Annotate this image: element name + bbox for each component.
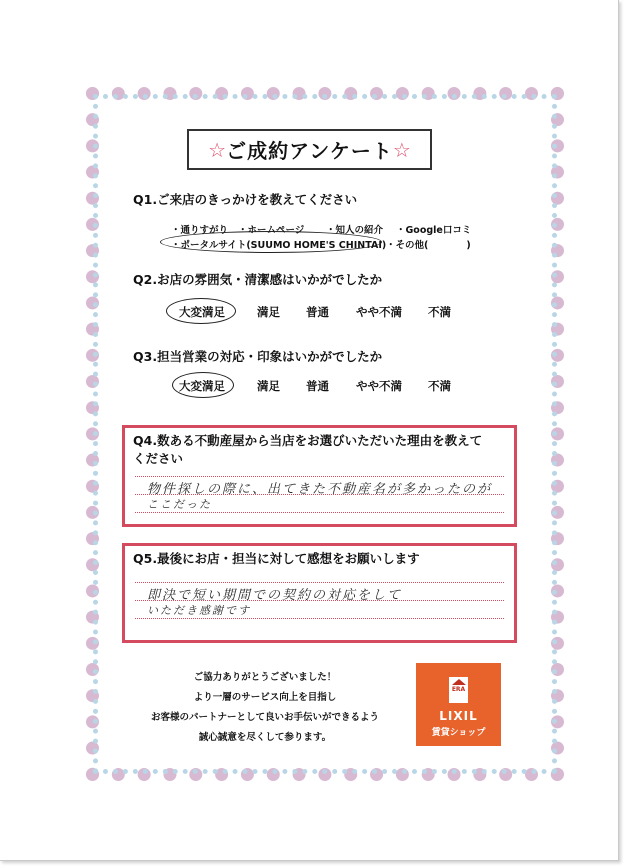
q3-question: Q3.担当営業の対応・印象はいかがでしたか — [133, 349, 383, 364]
thanks-line-1: ご協力ありがとうございました！ — [193, 672, 337, 683]
q1-option-homepage[interactable]: ・ホームページ — [238, 225, 305, 236]
q4-answer-text-1[interactable]: 物件探しの際に、出てきた不動産名が多かったのが — [147, 482, 493, 497]
star-icon-right: ☆ — [392, 137, 411, 162]
q3-rating-satisfied[interactable]: 満足 — [257, 379, 280, 393]
logo-shop-label: 賃貸ショップ — [431, 728, 486, 738]
q3-rating-very-satisfied[interactable]: 大変満足 — [179, 379, 225, 393]
thanks-line-4: 誠心誠意を尽くして参ります。 — [198, 732, 332, 743]
q5-question: Q5.最後にお店・担当に対して感想をお願いします — [133, 551, 420, 566]
q4-answer-line-1 — [135, 476, 504, 477]
q2-rating-neutral[interactable]: 普通 — [306, 305, 329, 319]
q4-answer-line-3 — [135, 512, 504, 513]
thanks-message — [120, 668, 410, 748]
era-label: ERA — [451, 686, 466, 693]
q3-rating-dissatisfied[interactable]: 不満 — [428, 379, 451, 393]
lixil-logo — [416, 663, 501, 746]
era-house-icon — [449, 677, 468, 703]
q5-answer-line-1 — [135, 582, 504, 583]
q1-question: Q1.ご来店のきっかけを教えてください — [133, 192, 358, 207]
q2-rating-somewhat-dissatisfied[interactable]: やや不満 — [356, 305, 402, 319]
q5-answer-text-1[interactable]: 即決で短い期間での契約の対応をして — [147, 588, 403, 603]
star-icon-left: ☆ — [208, 137, 227, 162]
q1-option-other[interactable]: ・その他( ) — [386, 240, 471, 251]
q2-question: Q2.お店の雰囲気・清潔感はいかがでしたか — [133, 272, 383, 287]
q4-question-line1: Q4.数ある不動産屋から当店をお選びいただいた理由を教えて — [133, 433, 483, 448]
thanks-line-3: お客様のパートナーとして良いお手伝いができるよう — [150, 712, 379, 723]
q1-selection-circle — [160, 231, 382, 253]
title-box — [187, 129, 432, 170]
q5-answer-text-2[interactable]: いただき感謝です — [147, 604, 251, 617]
q3-selection-circle — [172, 372, 234, 398]
house-roof-icon — [452, 679, 466, 685]
q2-rating-very-satisfied[interactable]: 大変満足 — [179, 305, 225, 319]
q5-box — [122, 543, 517, 643]
q1-option-portal[interactable]: ・ポータルサイト(SUUMO HOME'S CHINTAI) — [171, 240, 387, 251]
q5-answer-line-3 — [135, 618, 504, 619]
page-title: ご成約アンケート — [226, 139, 393, 163]
q2-rating-satisfied[interactable]: 満足 — [257, 305, 280, 319]
q4-box — [122, 425, 517, 527]
q2-rating-dissatisfied[interactable]: 不満 — [428, 305, 451, 319]
q1-option-walkby[interactable]: ・通りすがり — [171, 225, 229, 236]
q3-rating-neutral[interactable]: 普通 — [306, 379, 329, 393]
thanks-line-2: より一層のサービス向上を目指し — [193, 692, 337, 703]
q1-option-referral[interactable]: ・知人の紹介 — [326, 225, 384, 236]
q3-rating-somewhat-dissatisfied[interactable]: やや不満 — [356, 379, 402, 393]
q2-selection-circle — [166, 298, 236, 324]
q1-option-google[interactable]: ・Google口コミ — [396, 225, 472, 236]
q4-answer-text-2[interactable]: ここだった — [147, 498, 212, 511]
q4-question-line2: ください — [133, 451, 184, 466]
logo-brand: LIXIL — [439, 709, 478, 723]
